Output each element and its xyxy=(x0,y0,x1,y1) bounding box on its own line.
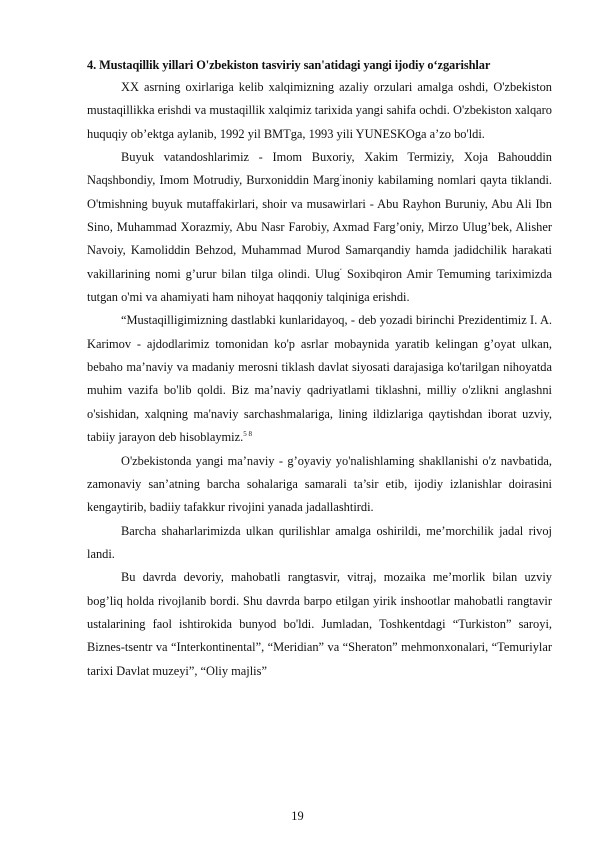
paragraph-2-part-b: inoniy kabilaming nomlari qayta tiklandi. O'tmishning buyuk mutaffakirlari, shoir va musawirlari - Abu Rayhon Buruniy, Abu Ali Ibn Sino, Muhammad Xorazmiy, Abu Nasr Farobiy, Axmad Farg’oniy, Mirzo Ulug’bek, Alisher Navoiy, Kamoliddin Behzod, Muhammad Murod Samarqandiy hamda jadidchilik harakati vakillarining nomi g’urur bilan tilga olindi. xyxy=(87,173,552,281)
paragraph-5: Barcha shaharlarimizda ulkan qurilishlar amalga oshirildi, me’morchilik jadal rivoj landi. xyxy=(87,523,552,561)
paragraph-2 xyxy=(87,146,552,309)
paragraph-1: XX asrning oxirlariga kelib xalqimizning azaliy orzulari amalga oshdi, O'zbekiston mustaqillikka erishdi va mustaqillik xalqimiz tarixida yangi sahifa ochdi. O'zbekiston xalqaro huquqiy ob’ektga aylanib, 1992 yil BMTga, 1993 yili YUNESKOga a’zo bo'ldi. xyxy=(87,80,552,141)
paragraph-3-quote xyxy=(87,309,552,449)
superscript-marg: ‘ xyxy=(339,173,342,182)
footnote-marker: 5 8 xyxy=(243,430,252,439)
paragraph-2-part-c: Ulug xyxy=(314,266,340,281)
paragraph-6: Bu davrda devoriy, mahobatli rangtasvir, vitraj, mozaika me’morlik bilan uzviy bog’liq holda rivojlanib bordi. Shu davrda barpo etilgan yirik inshootlar mahobatli rangtavir ustalarining faol ishtirokida bunyod bo'ldi. Jumladan, Toshkentdagi “Turkiston” saroyi, Biznes-tsentr va “Interkontinental”, “Meridian” va “Sheraton” mehmonxonalari, “Temuriylar tarixi Davlat muzeyi”, “Oliy majlis” xyxy=(87,570,552,678)
quote-text: “Mustaqilligimizning dastlabki kunlaridayoq, - deb yozadi birinchi Prezidentimiz I. A. Karimov - ajdodlarimiz tomonidan ko'p asrlar mobaynida yaratib kelingan g’oyat ulkan, bebaho ma’naviy va madaniy merosni tiklash davlat siyosati darajasiga ko'tarilgan nihoyatda muhim vazifa bo'lib qoldi. Biz ma’naviy qadriyatlami tiklashni, milliy o'zlikni anglashni o'sishidan, xalqning ma'naviy sarchashmalariga, lining ildizlariga qaytishdan iborat uzviy, tabiiy jarayon deb hisoblaymiz. xyxy=(87,313,552,445)
paragraph-2-part-a: Buyuk vatandoshlarimiz - Imom Buxoriy, Xakim Termiziy, Xoja Bahouddin Naqshbondiy, Imom Motrudiy, Burxoniddin Marg xyxy=(87,150,552,188)
document-page xyxy=(87,54,552,683)
paragraph-4: O'zbekistonda yangi ma’naviy - g’oyaviy yo'nalishlaming shakllanishi o'z navbatida, zamonaviy san’atning barcha sohalariga samarali ta’sir etib, ijodiy izlanishlar doirasini kengaytirib, badiiy tafakkur rivojini yanada jadallashtirdi. xyxy=(87,453,552,515)
page-number: 19 xyxy=(291,809,304,823)
section-heading: 4. Mustaqillik yillari O'zbekiston tasviriy san'atidagi yangi ijodiy o‘zgarishlar xyxy=(87,58,491,72)
paragraph-2-part-d: Soxibqiron Amir Temuming tariximizda tutgan o'mi va ahamiyati ham nihoyat haqqoniy talqiniga erishdi. xyxy=(87,266,552,305)
superscript-ulug: ‘ xyxy=(339,266,343,275)
